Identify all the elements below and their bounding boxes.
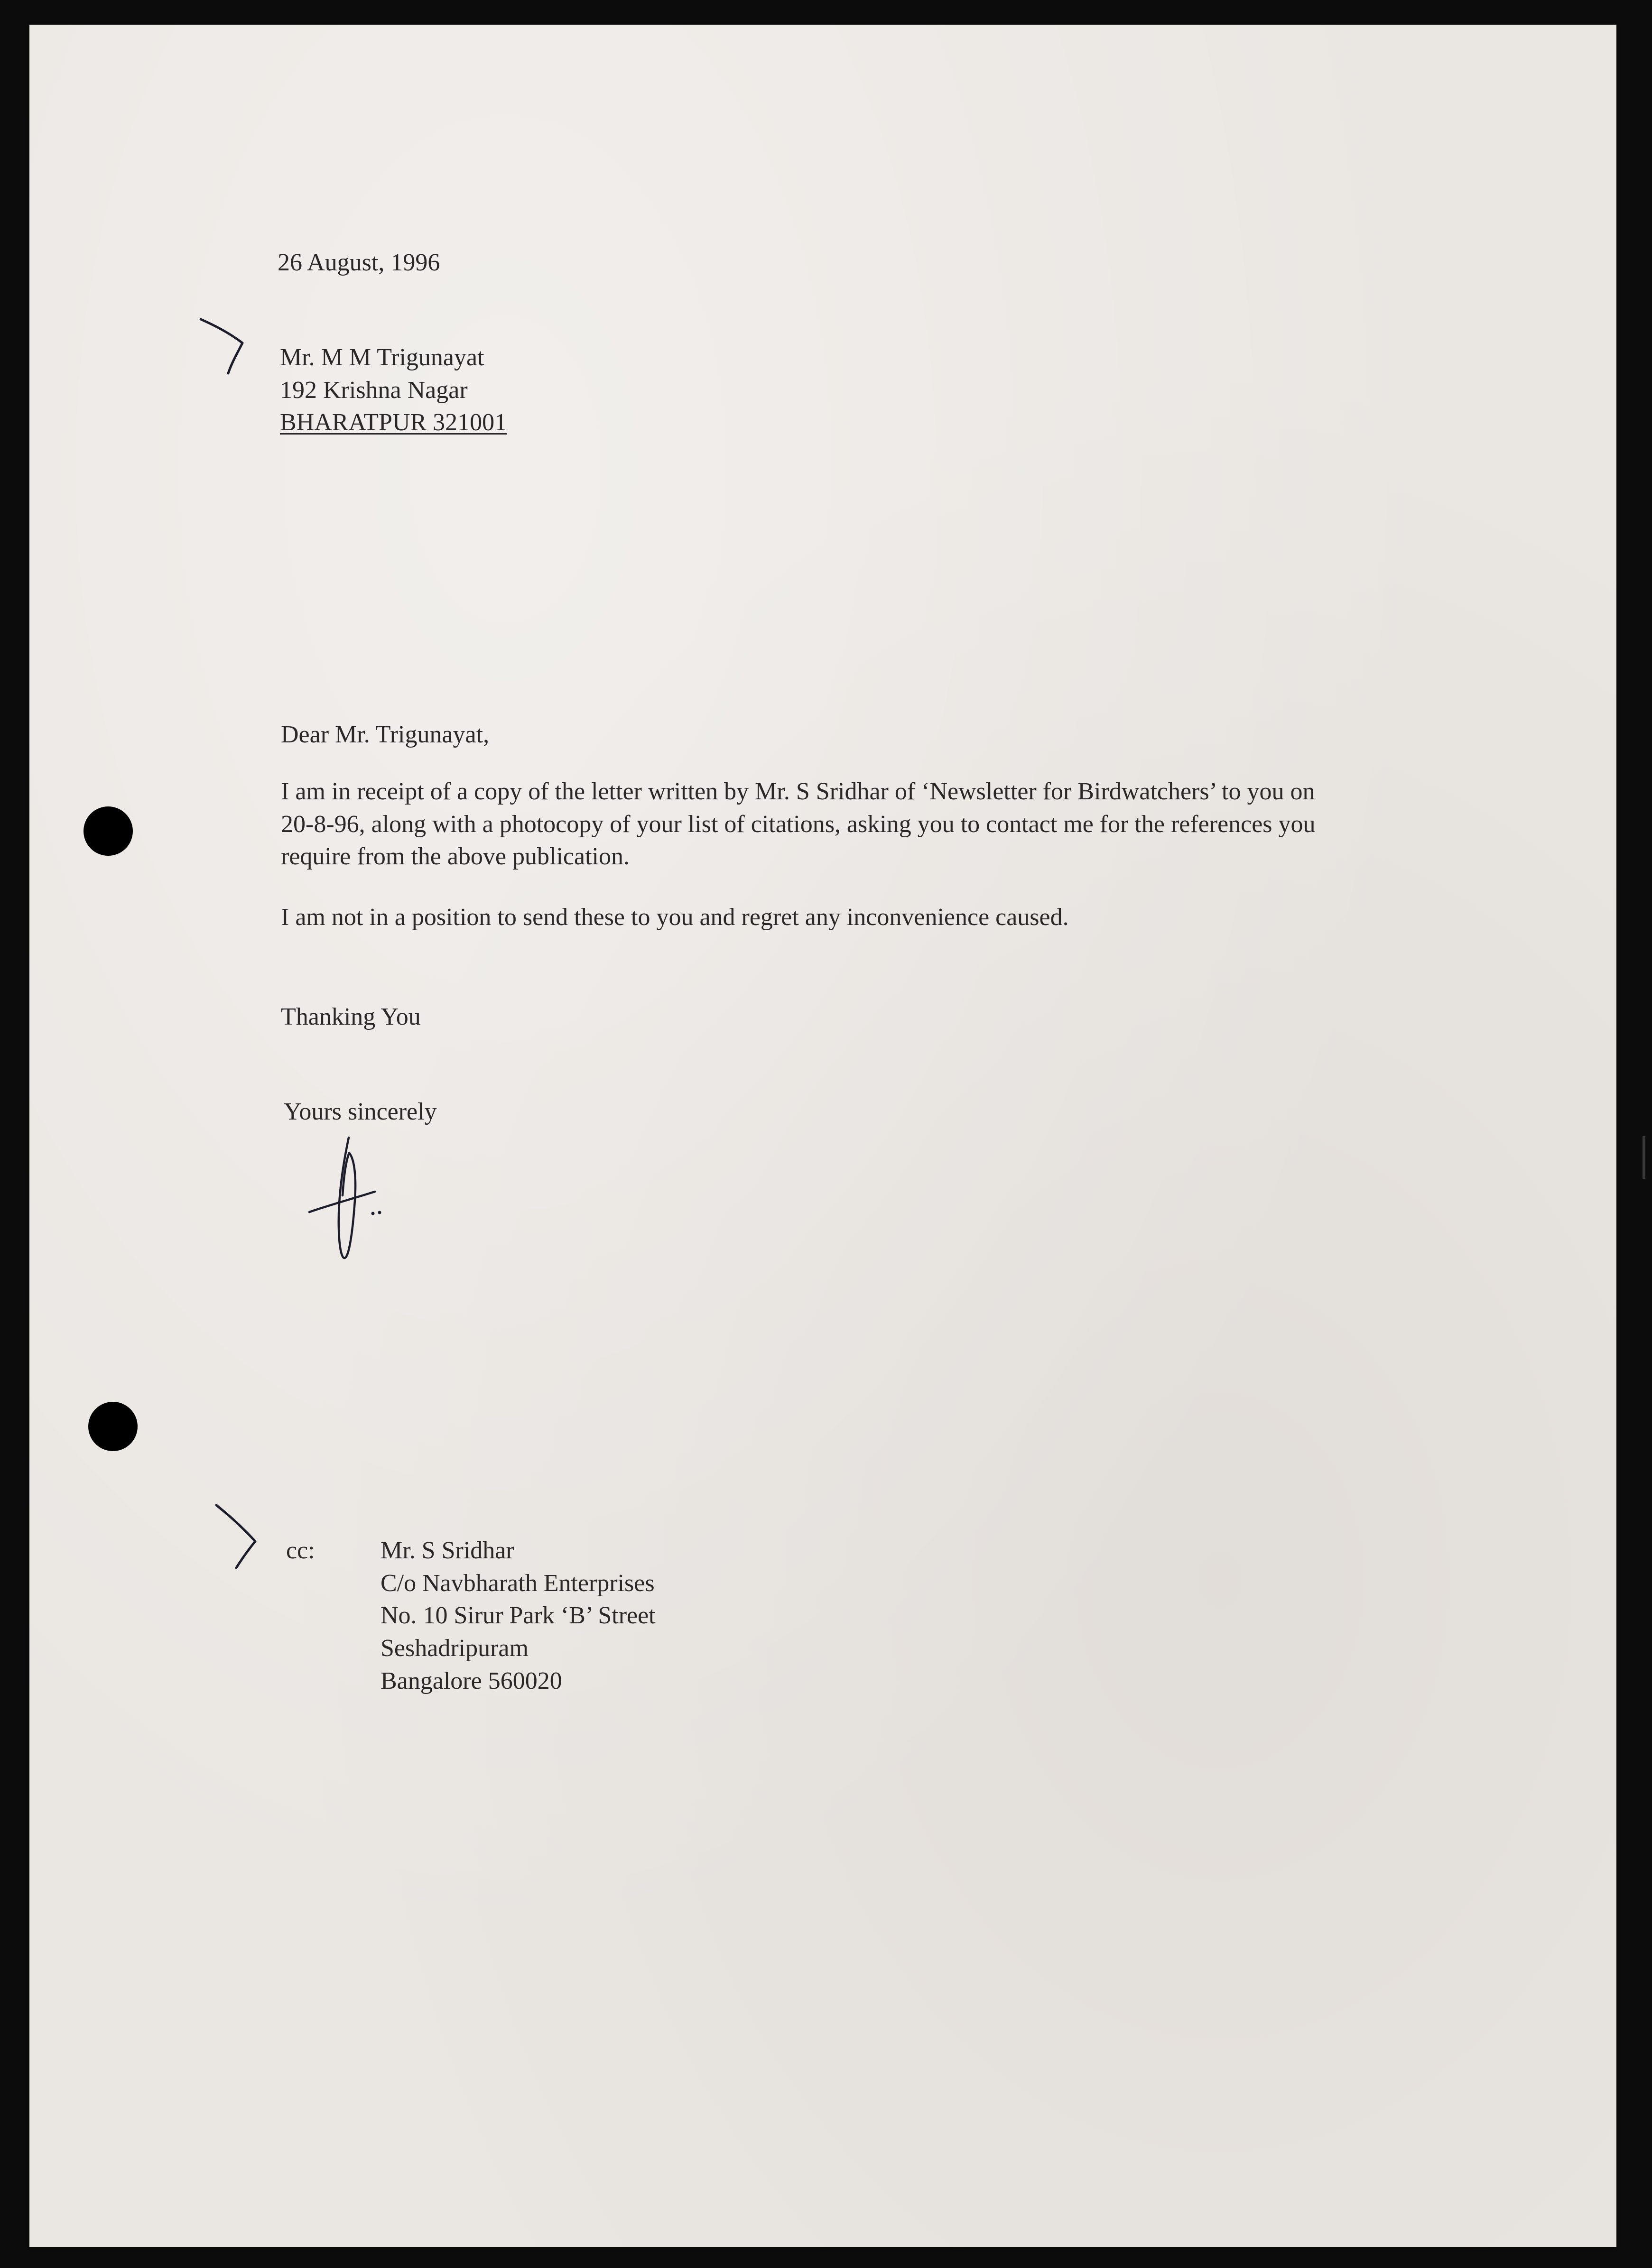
body-line: 20-8-96, along with a photocopy of your list of citations, asking you to contact me for the references you <box>281 810 1316 838</box>
cc-address <box>381 1535 656 1697</box>
cc-name: Mr. S Sridhar <box>381 1537 514 1564</box>
pen-tick-mark-recipient <box>197 315 249 377</box>
cc-line: Bangalore 560020 <box>381 1667 562 1694</box>
recipient-city: BHARATPUR 321001 <box>280 409 507 436</box>
scanner-edge-mark <box>1643 1136 1645 1179</box>
body-line: I am in receipt of a copy of the letter written by Mr. S Sridhar of ‘Newsletter for Birdwatchers’ to you on <box>281 778 1315 805</box>
recipient-street: 192 Krishna Nagar <box>280 376 468 404</box>
cc-line: C/o Navbharath Enterprises <box>381 1569 655 1597</box>
thanks-line: Thanking You <box>281 1003 421 1030</box>
salutation: Dear Mr. Trigunayat, <box>281 721 490 748</box>
body-paragraph-2 <box>281 901 1069 934</box>
cc-line: Seshadripuram <box>381 1634 529 1662</box>
closing-line: Yours sincerely <box>284 1098 437 1125</box>
recipient-address <box>280 342 507 439</box>
letter-date: 26 August, 1996 <box>278 249 440 276</box>
signature <box>304 1134 399 1267</box>
cc-line: No. 10 Sirur Park ‘B’ Street <box>381 1602 656 1629</box>
recipient-name: Mr. M M Trigunayat <box>280 344 484 371</box>
cc-label: cc: <box>286 1537 315 1564</box>
punch-hole-top <box>84 806 133 856</box>
punch-hole-bottom <box>88 1402 138 1451</box>
letter-sheet <box>29 25 1616 2247</box>
body-paragraph-1 <box>281 776 1316 873</box>
pen-tick-mark-cc <box>213 1501 265 1573</box>
body-line: require from the above publication. <box>281 843 630 870</box>
body-line: I am not in a position to send these to you and regret any inconvenience caused. <box>281 904 1069 931</box>
